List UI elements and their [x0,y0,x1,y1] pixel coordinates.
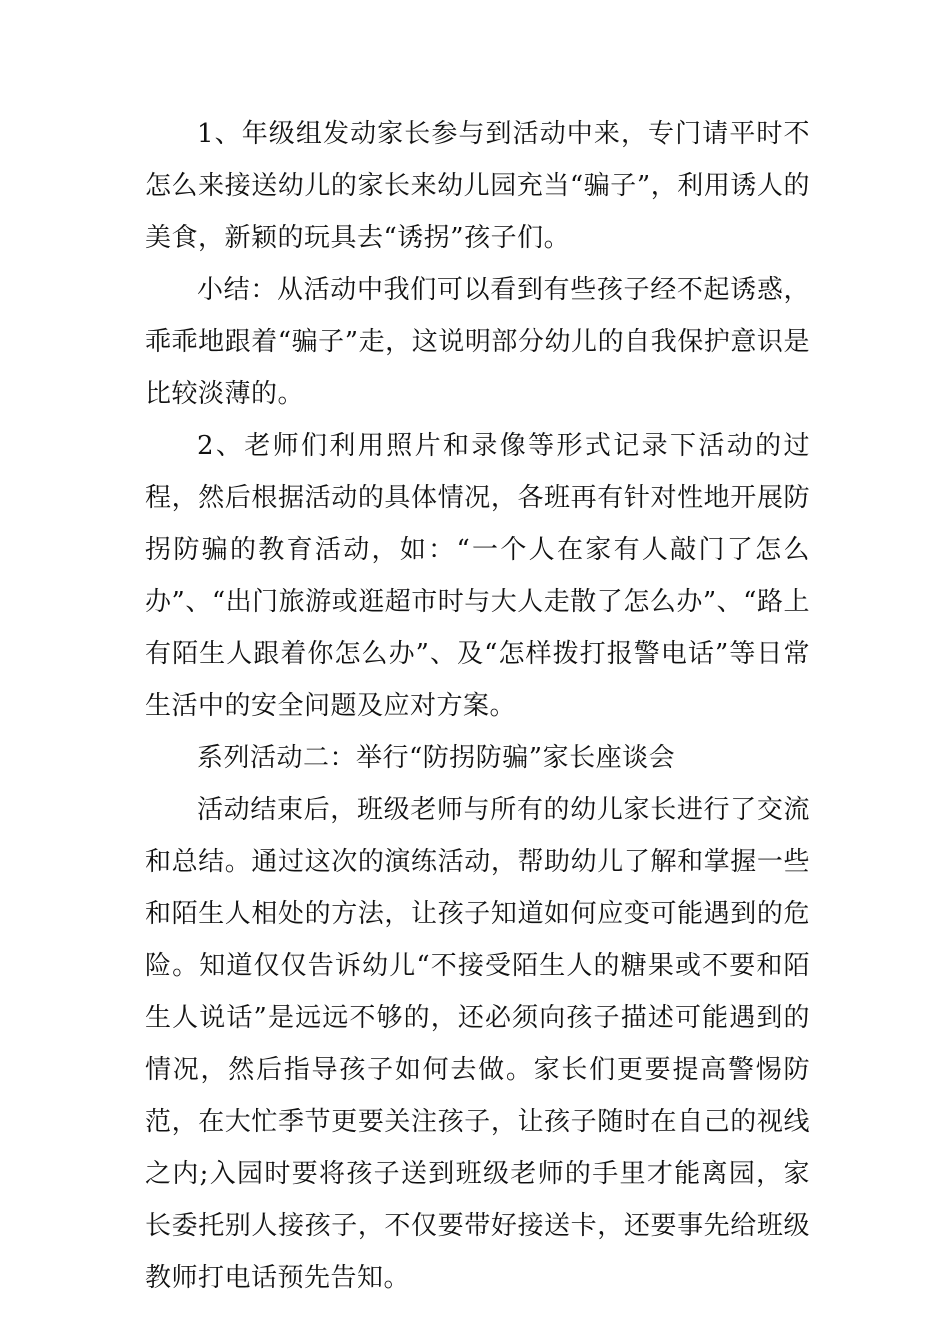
paragraph-activity-one: 1、年级组发动家长参与到活动中来，专门请平时不怎么来接送幼儿的家长来幼儿园充当“骗子”，利用诱人的美食，新颖的玩具去“诱拐”孩子们。 [145,119,810,253]
paragraph-activity-two: 2、老师们利用照片和录像等形式记录下活动的过程，然后根据活动的具体情况，各班再有针对性地开展防拐防骗的教育活动，如：“一个人在家有人敲门了怎么办”、“出门旅游或逛超市时与大人走散了怎么办”、“路上有陌生人跟着你怎么办”、及“怎样拨打报警电话”等日常生活中的安全问题及应对方案。 [145,431,810,721]
section-heading-series-two: 系列活动二：举行“防拐防骗”家长座谈会 [197,743,676,773]
paragraph-summary: 小结：从活动中我们可以看到有些孩子经不起诱惑，乖乖地跟着“骗子”走，这说明部分幼儿的自我保护意识是比较淡薄的。 [145,275,810,409]
document-body [145,108,810,1304]
paragraph-conclusion: 活动结束后，班级老师与所有的幼儿家长进行了交流和总结。通过这次的演练活动，帮助幼儿了解和掌握一些和陌生人相处的方法，让孩子知道如何应变可能遇到的危险。知道仅仅告诉幼儿“不接受陌生人的糖果或不要和陌生人说话”是远远不够的，还必须向孩子描述可能遇到的情况，然后指导孩子如何去做。家长们更要提高警惕防范，在大忙季节更要关注孩子，让孩子随时在自己的视线之内;入园时要将孩子送到班级老师的手里才能离园，家长委托别人接孩子，不仅要带好接送卡，还要事先给班级教师打电话预先告知。 [145,795,810,1293]
